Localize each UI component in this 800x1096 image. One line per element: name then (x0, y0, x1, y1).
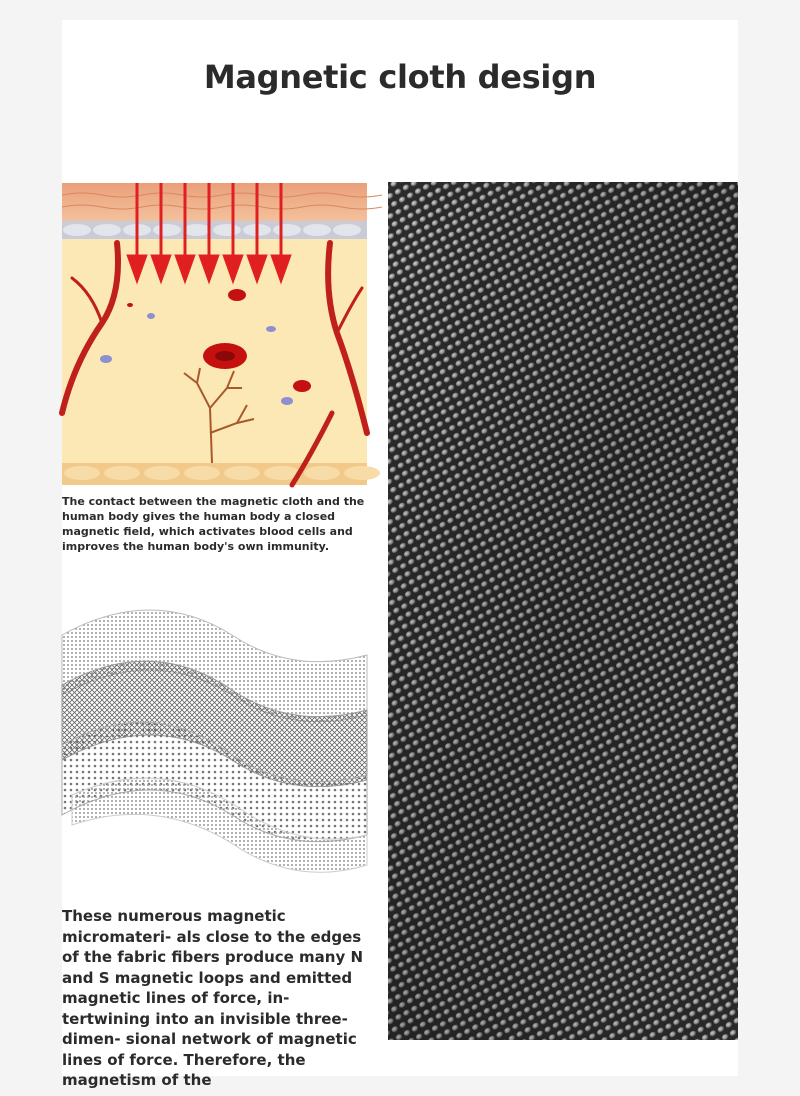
body-caption: The contact between the magnetic cloth and the human body gives the human body a closed magnetic field, which activates blood cells and improves the human body's own immunity. (62, 495, 365, 553)
fabric-closeup-photo (388, 182, 738, 1040)
body-illustration (62, 183, 367, 485)
skin-layer (62, 183, 367, 221)
page-title: Magnetic cloth design (203, 58, 597, 96)
layers-caption: These numerous magnetic micromateri- als close to the edges of the fabric fibers produce many N and S magnetic loops and emitted magnetic lines of force, in- tertwining into an invisible three-dimen- sional network of magnetic lines of force. Therefore, the magnetism of the (62, 907, 364, 1089)
fabric-layers-illustration (62, 595, 372, 895)
fabric-shading (388, 182, 738, 1040)
